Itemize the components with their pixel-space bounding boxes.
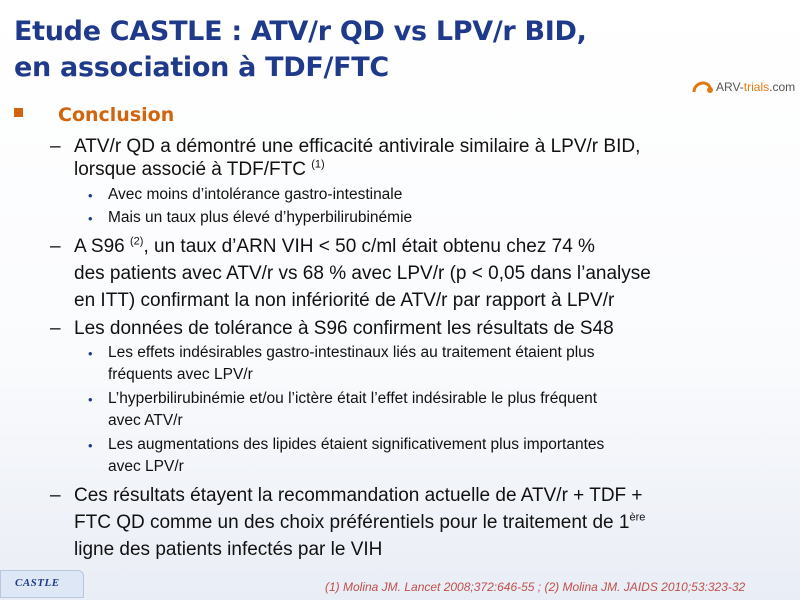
item-1-line-a: ATV/r QD a démontré une efficacité antivirale similaire à LPV/r BID, [74,136,641,157]
item-3-sub-1-a: Les effets indésirables gastro-intestinaux liés au traitement étaient plus [108,344,595,361]
castle-badge-label: CASTLE [15,577,60,589]
square-bullet-icon [14,108,23,117]
item-1-line-b: lorsque associé à TDF/FTC $^{(1)}$ [74,158,325,180]
dot-bullet-icon: • [88,346,93,361]
dash-bullet-icon: – [50,136,61,157]
item-2-line-b: des patients avec ATV/r vs 68 % avec LPV/r (p < 0,05 dans l’analyse [74,263,651,284]
item-2-line-a: A S96 $^{(2)}$, un taux d’ARN VIH < 50 c/ml était obtenu chez 74 % [74,235,595,257]
dash-bullet-icon: – [50,485,61,506]
item-3-sub-2-a: L’hyperbilirubinémie et/ou l’ictère était l’effet indésirable le plus fréquent [108,390,598,407]
item-4-line-b: FTC QD comme un des choix préférentiels pour le traitement de 1ère [74,511,646,533]
item-2-line-c: en ITT) confirmant la non infériorité de ATV/r par rapport à LPV/r [74,290,615,311]
dot-bullet-icon: • [88,392,93,407]
item-1-sub-2: Mais un taux plus élevé d’hyperbilirubinémie [108,209,413,226]
references: (1) Molina JM. Lancet 2008;372:646-55 ; (2) Molina JM. JAIDS 2010;53:323-32 [325,580,746,594]
title-line-2: en association à TDF/FTC [14,52,389,83]
dot-bullet-icon: • [88,188,93,203]
logo-text: ARV-trials.com [716,80,796,94]
castle-badge [0,570,84,598]
dash-bullet-icon: – [50,318,61,339]
item-3-sub-2-b: avec ATV/r [108,412,183,429]
item-1-sub-1: Avec moins d’intolérance gastro-intestinale [108,186,403,203]
item-3-sub-3-a: Les augmentations des lipides étaient significativement plus importantes [108,436,605,453]
item-3-sub-3-b: avec LPV/r [108,458,184,475]
item-3: Les données de tolérance à S96 confirment les résultats de S48 [74,318,614,339]
dot-bullet-icon: • [88,438,93,453]
dot-bullet-icon: • [88,211,93,226]
item-4-line-c: ligne des patients infectés par le VIH [74,539,383,560]
item-4-line-a: Ces résultats étayent la recommandation actuelle de ATV/r + TDF + [74,485,643,506]
section-heading: Conclusion [58,104,175,126]
dash-bullet-icon: – [50,236,61,257]
item-3-sub-1-b: fréquents avec LPV/r [108,366,253,383]
title-line-1: Etude CASTLE : ATV/r QD vs LPV/r BID, [14,16,587,47]
